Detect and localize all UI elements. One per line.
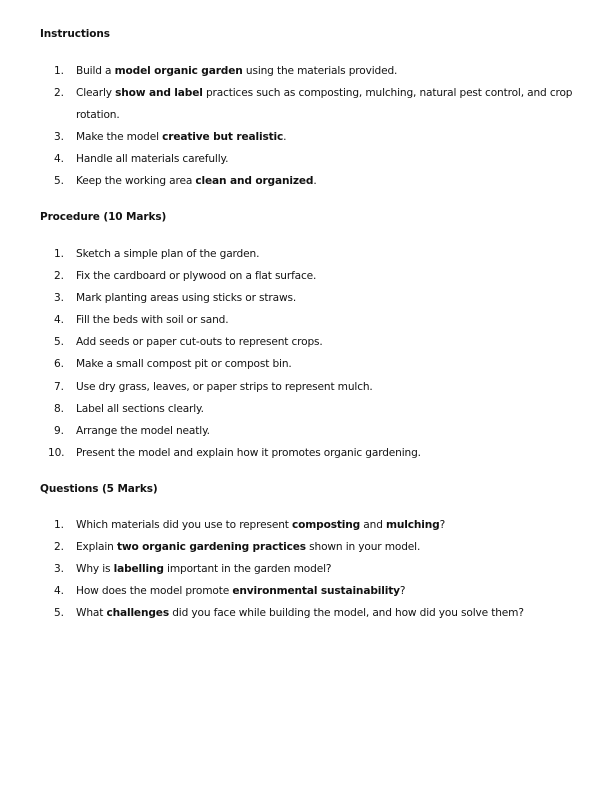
item-text: Make a small compost pit or compost bin. [76, 358, 292, 371]
item-text: ? [399, 585, 406, 598]
item-text: Use dry grass, leaves, or paper strips to represent mulch. [76, 380, 373, 393]
item-text: practices such as composting, mulching, natural pest control, and crop rotation. [76, 87, 573, 122]
list-item-number: 2. [54, 541, 64, 554]
item-text: Fix the cardboard or plywood on a flat surface. [76, 270, 317, 283]
list-item-number: 3. [54, 131, 64, 144]
list-item [0, 331, 586, 353]
list-item [0, 82, 586, 126]
list-item [0, 60, 586, 82]
list-item [0, 376, 586, 398]
instructions-list [0, 60, 586, 193]
emphasized-text: labelling [113, 563, 164, 576]
list-item [0, 353, 586, 375]
item-text: Add seeds or paper cut-outs to represent crops. [76, 336, 323, 349]
list-item [0, 287, 586, 309]
item-text: did you face while building the model, and how did you solve them? [169, 607, 524, 620]
list-item-number: 3. [54, 563, 64, 576]
list-item-number: 2. [54, 270, 64, 283]
item-text: . [283, 131, 287, 144]
item-text: and [360, 519, 386, 531]
item-text: Explain [76, 541, 117, 554]
list-item-number: 1. [54, 248, 64, 260]
emphasized-text: composting [291, 519, 361, 531]
item-text: Handle all materials carefully. [76, 153, 229, 166]
item-text: shown in your model. [305, 541, 421, 554]
list-item [0, 148, 586, 170]
list-item [0, 514, 586, 536]
item-text: using the materials provided. [242, 65, 398, 77]
list-item-number: 5. [54, 175, 64, 188]
list-item [0, 442, 586, 464]
list-item-number: 9. [54, 424, 64, 437]
list-item [0, 265, 586, 287]
emphasized-text: model organic garden [114, 65, 243, 77]
item-text: Arrange the model neatly. [76, 424, 210, 437]
list-item [0, 580, 586, 602]
list-item [0, 558, 586, 580]
list-item [0, 536, 586, 558]
item-text: What [76, 607, 107, 620]
item-text: Present the model and explain how it promotes organic gardening. [76, 446, 421, 459]
item-text: Why is [76, 563, 114, 576]
list-item [0, 420, 586, 442]
list-item [0, 126, 586, 148]
item-text: Keep the working area [76, 175, 196, 188]
list-item-number: 4. [54, 314, 64, 327]
item-text: Mark planting areas using sticks or straws. [76, 292, 297, 305]
list-item-number: 1. [54, 65, 64, 77]
list-item-number: 4. [54, 153, 64, 166]
emphasized-text: clean and organized [195, 175, 314, 188]
list-item [0, 243, 586, 265]
item-text: Make the model [76, 131, 163, 144]
list-item-number: 5. [54, 336, 64, 349]
procedure-list [0, 243, 586, 464]
procedure-heading: Procedure (10 Marks) [40, 211, 167, 223]
list-item-number: 7. [54, 380, 64, 393]
emphasized-text: creative but realistic [162, 131, 284, 144]
item-text: Sketch a simple plan of the garden. [76, 248, 260, 260]
item-text: How does the model promote [76, 585, 233, 598]
instructions-heading: Instructions [40, 28, 110, 40]
emphasized-text: mulching [386, 519, 440, 531]
list-item-number: 10. [48, 446, 65, 459]
item-text: . [313, 175, 317, 188]
list-item [0, 170, 586, 192]
list-item-number: 6. [54, 358, 64, 371]
item-text: Which materials did you use to represent [76, 519, 292, 531]
list-item-number: 2. [54, 87, 64, 100]
list-item-number: 3. [54, 292, 64, 305]
emphasized-text: environmental sustainability [232, 585, 400, 598]
emphasized-text: challenges [106, 607, 169, 620]
list-item [0, 309, 586, 331]
list-item [0, 398, 586, 420]
item-text: Fill the beds with soil or sand. [76, 314, 229, 327]
item-text: Label all sections clearly. [76, 402, 204, 415]
questions-list [0, 514, 586, 624]
questions-heading: Questions (5 Marks) [40, 483, 158, 495]
list-item-number: 8. [54, 402, 64, 415]
item-text: Build a [76, 65, 115, 77]
emphasized-text: two organic gardening practices [116, 541, 306, 554]
list-item-number: 4. [54, 585, 64, 598]
item-text: important in the garden model? [163, 563, 332, 576]
item-text: ? [439, 519, 446, 531]
item-text: Clearly [76, 87, 116, 100]
list-item-number: 5. [54, 607, 64, 620]
list-item [0, 602, 586, 624]
list-item-number: 1. [54, 519, 64, 531]
emphasized-text: show and label [115, 87, 203, 100]
